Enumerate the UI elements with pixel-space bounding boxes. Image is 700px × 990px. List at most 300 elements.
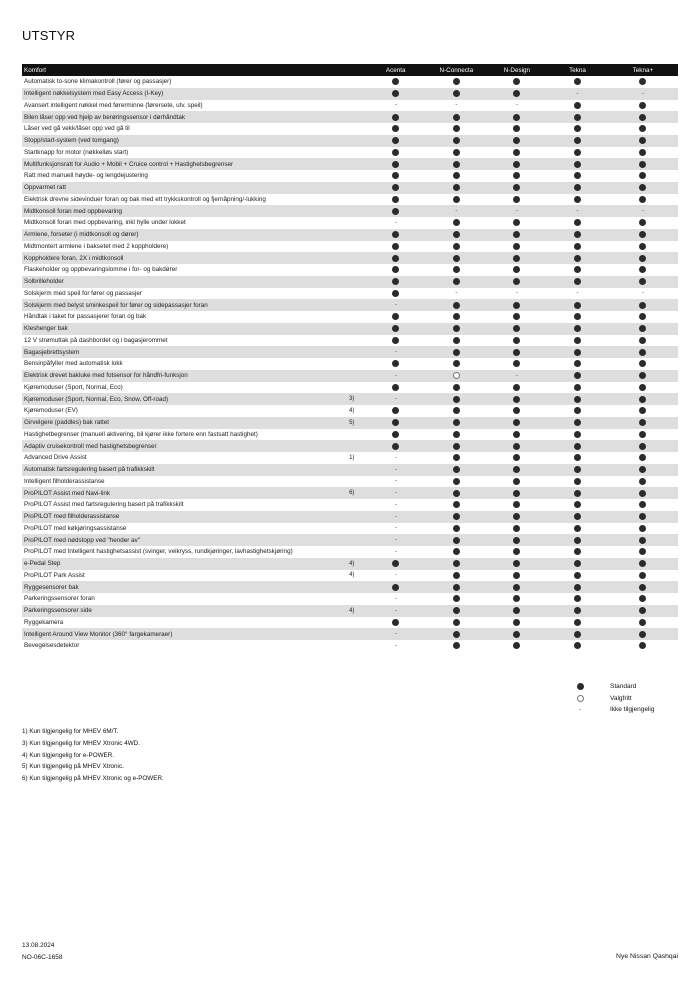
row-availability-cell bbox=[608, 325, 678, 332]
standard-dot-icon bbox=[453, 313, 460, 320]
row-availability-cell bbox=[608, 537, 678, 544]
row-availability-cell bbox=[547, 466, 608, 473]
row-feature-name: Avansert intelligent nøkkel med førerminne (førersete, utv. speil) bbox=[24, 101, 203, 109]
standard-dot-icon bbox=[574, 219, 581, 226]
row-availability-cell bbox=[426, 337, 487, 344]
row-availability-cell bbox=[426, 137, 487, 144]
row-availability-cell bbox=[487, 407, 548, 414]
table-header bbox=[22, 64, 678, 76]
standard-dot-icon bbox=[639, 501, 646, 508]
standard-dot-icon bbox=[639, 149, 646, 156]
standard-dot-icon bbox=[453, 125, 460, 132]
row-availability-cell bbox=[487, 454, 548, 461]
standard-dot-icon bbox=[639, 443, 646, 450]
standard-dot-icon bbox=[639, 513, 646, 520]
footnotes bbox=[22, 728, 164, 787]
unavailable-dash: - bbox=[394, 537, 397, 544]
row-availability-cell bbox=[547, 642, 608, 649]
standard-dot-icon bbox=[453, 184, 460, 191]
standard-dot-icon bbox=[453, 302, 460, 309]
row-availability-cell bbox=[426, 490, 487, 497]
standard-dot-icon bbox=[453, 548, 460, 555]
standard-dot-icon bbox=[574, 490, 581, 497]
row-availability-cell bbox=[547, 454, 608, 461]
unavailable-dash: - bbox=[515, 208, 518, 215]
standard-dot-icon bbox=[574, 431, 581, 438]
row-availability-cell bbox=[547, 560, 608, 567]
row-feature-name: Intelligent filholderassistanse bbox=[24, 477, 105, 485]
table-row bbox=[22, 111, 678, 123]
standard-dot-icon bbox=[574, 243, 581, 250]
standard-dot-icon bbox=[574, 619, 581, 626]
row-availability-cell bbox=[487, 184, 548, 191]
standard-dot-icon bbox=[392, 337, 399, 344]
row-availability-cell bbox=[426, 525, 487, 532]
row-feature-name: Midtkonsoll foran med oppbevaring bbox=[24, 207, 123, 215]
standard-dot-icon bbox=[639, 243, 646, 250]
standard-dot-icon bbox=[453, 619, 460, 626]
standard-dot-icon bbox=[513, 607, 520, 614]
row-feature-name: Kjøremoduser (Sport, Normal, Eco) bbox=[24, 383, 123, 391]
row-availability-cell bbox=[547, 619, 608, 626]
row-availability-cell bbox=[365, 407, 426, 414]
optional-circle-icon bbox=[577, 695, 584, 702]
row-availability-cell bbox=[426, 431, 487, 438]
page-title: UTSTYR bbox=[22, 28, 76, 43]
row-availability-cell bbox=[547, 196, 608, 203]
row-availability-cell bbox=[426, 595, 487, 602]
row-availability-cell bbox=[487, 125, 548, 132]
row-availability-cell bbox=[426, 537, 487, 544]
row-feature-name: Oppvarmet ratt bbox=[24, 184, 66, 192]
table-row bbox=[22, 617, 678, 629]
standard-dot-icon bbox=[574, 172, 581, 179]
table-row bbox=[22, 558, 678, 570]
standard-dot-icon bbox=[392, 407, 399, 414]
standard-dot-icon bbox=[513, 137, 520, 144]
table-row bbox=[22, 205, 678, 217]
unavailable-dash: - bbox=[394, 102, 397, 109]
row-availability-cell bbox=[487, 114, 548, 121]
row-availability-cell bbox=[365, 373, 426, 379]
row-availability-cell bbox=[547, 537, 608, 544]
row-feature-name: Bevegelsesdetektor bbox=[24, 642, 80, 650]
row-availability-cell bbox=[547, 290, 608, 296]
standard-dot-icon bbox=[513, 255, 520, 262]
row-availability-cell bbox=[547, 337, 608, 344]
standard-dot-icon bbox=[639, 454, 646, 461]
row-availability-cell bbox=[426, 278, 487, 285]
row-availability-cell bbox=[487, 548, 548, 555]
row-availability-cell bbox=[608, 290, 678, 296]
row-availability-cell bbox=[547, 243, 608, 250]
standard-dot-icon bbox=[453, 137, 460, 144]
row-availability-cell bbox=[365, 161, 426, 168]
standard-dot-icon bbox=[392, 266, 399, 273]
standard-dot-icon bbox=[639, 584, 646, 591]
header-category: Komfort bbox=[24, 66, 47, 74]
row-availability-cell bbox=[547, 313, 608, 320]
standard-dot-icon bbox=[574, 313, 581, 320]
row-availability-cell bbox=[547, 631, 608, 638]
standard-dot-icon bbox=[639, 631, 646, 638]
standard-dot-icon bbox=[513, 642, 520, 649]
standard-dot-icon bbox=[453, 407, 460, 414]
standard-dot-icon bbox=[513, 572, 520, 579]
row-availability-cell bbox=[487, 102, 548, 108]
row-availability-cell bbox=[547, 137, 608, 144]
row-availability-cell bbox=[426, 360, 487, 367]
standard-dot-icon bbox=[513, 325, 520, 332]
unavailable-dash: - bbox=[394, 513, 397, 520]
optional-circle-icon bbox=[453, 372, 460, 379]
table-row bbox=[22, 264, 678, 276]
table-row bbox=[22, 370, 678, 382]
standard-dot-icon bbox=[513, 90, 520, 97]
row-availability-cell bbox=[365, 537, 426, 543]
row-availability-cell bbox=[608, 302, 678, 309]
table-row bbox=[22, 88, 678, 100]
unavailable-dash: - bbox=[394, 572, 397, 579]
row-availability-cell bbox=[426, 161, 487, 168]
standard-dot-icon bbox=[453, 90, 460, 97]
row-availability-cell bbox=[426, 631, 487, 638]
row-feature-name: Startknapp for motor (nøkkelløs start) bbox=[24, 148, 129, 156]
standard-dot-icon bbox=[639, 325, 646, 332]
row-availability-cell bbox=[365, 196, 426, 203]
standard-dot-icon bbox=[453, 337, 460, 344]
table-row bbox=[22, 429, 678, 441]
unavailable-dash: - bbox=[641, 90, 644, 97]
row-availability-cell bbox=[487, 360, 548, 367]
standard-dot-icon bbox=[574, 537, 581, 544]
row-availability-cell bbox=[487, 443, 548, 450]
standard-dot-icon bbox=[639, 572, 646, 579]
row-availability-cell bbox=[365, 125, 426, 132]
row-availability-cell bbox=[426, 478, 487, 485]
table-row bbox=[22, 123, 678, 135]
row-availability-cell bbox=[365, 467, 426, 473]
standard-dot-icon bbox=[513, 619, 520, 626]
row-availability-cell bbox=[487, 137, 548, 144]
unavailable-dash: - bbox=[394, 631, 397, 638]
standard-dot-icon bbox=[513, 302, 520, 309]
row-availability-cell bbox=[365, 478, 426, 484]
standard-dot-icon bbox=[513, 466, 520, 473]
standard-dot-icon bbox=[639, 125, 646, 132]
standard-dot-icon bbox=[513, 631, 520, 638]
table-row bbox=[22, 464, 678, 476]
standard-dot-icon bbox=[574, 125, 581, 132]
standard-dot-icon bbox=[639, 619, 646, 626]
row-availability-cell bbox=[365, 419, 426, 426]
row-feature-name: Advanced Drive Assist bbox=[24, 454, 87, 462]
standard-dot-icon bbox=[639, 478, 646, 485]
standard-dot-icon bbox=[639, 642, 646, 649]
standard-dot-icon bbox=[513, 337, 520, 344]
row-availability-cell bbox=[426, 513, 487, 520]
row-availability-cell bbox=[547, 172, 608, 179]
unavailable-dash: - bbox=[515, 290, 518, 297]
row-availability-cell bbox=[487, 313, 548, 320]
row-availability-cell bbox=[365, 137, 426, 144]
row-availability-cell bbox=[608, 584, 678, 591]
row-availability-cell bbox=[426, 255, 487, 262]
standard-dot-icon bbox=[392, 360, 399, 367]
row-availability-cell bbox=[487, 78, 548, 85]
standard-dot-icon bbox=[574, 501, 581, 508]
table-row bbox=[22, 217, 678, 229]
row-availability-cell bbox=[487, 243, 548, 250]
standard-dot-icon bbox=[574, 278, 581, 285]
standard-dot-icon bbox=[392, 78, 399, 85]
row-availability-cell bbox=[365, 502, 426, 508]
row-availability-cell bbox=[487, 631, 548, 638]
row-availability-cell bbox=[426, 313, 487, 320]
row-availability-cell bbox=[426, 90, 487, 97]
standard-dot-icon bbox=[453, 161, 460, 168]
footnote: 3) Kun tilgjengelig for MHEV Xtronic 4WD. bbox=[22, 739, 140, 747]
row-availability-cell bbox=[365, 608, 426, 614]
standard-dot-icon bbox=[453, 537, 460, 544]
unavailable-dash: - bbox=[515, 102, 518, 109]
row-availability-cell bbox=[426, 243, 487, 250]
unavailable-dash: - bbox=[579, 706, 581, 713]
row-feature-name: Intelligent nøkkelsystem med Easy Access (I-Key) bbox=[24, 90, 164, 98]
row-availability-cell bbox=[547, 548, 608, 555]
table-row bbox=[22, 546, 678, 558]
row-availability-cell bbox=[608, 78, 678, 85]
row-availability-cell bbox=[426, 149, 487, 156]
row-availability-cell bbox=[608, 172, 678, 179]
row-availability-cell bbox=[365, 337, 426, 344]
row-availability-cell bbox=[547, 149, 608, 156]
row-feature-name: Parkeringssensorer foran bbox=[24, 595, 95, 603]
row-availability-cell bbox=[365, 184, 426, 191]
row-availability-cell bbox=[426, 290, 487, 296]
row-availability-cell bbox=[426, 372, 487, 379]
standard-dot-icon bbox=[392, 584, 399, 591]
row-availability-cell bbox=[487, 302, 548, 309]
row-availability-cell bbox=[547, 219, 608, 226]
row-availability-cell bbox=[608, 349, 678, 356]
row-availability-cell bbox=[608, 196, 678, 203]
standard-dot-icon bbox=[453, 478, 460, 485]
standard-dot-icon bbox=[513, 454, 520, 461]
standard-dot-icon bbox=[513, 478, 520, 485]
standard-dot-icon bbox=[392, 90, 399, 97]
row-availability-cell bbox=[608, 208, 678, 214]
row-availability-cell bbox=[487, 266, 548, 273]
standard-dot-icon bbox=[392, 137, 399, 144]
row-feature-name: Armlene, forseter (i midtkonsoll og dører) bbox=[24, 231, 139, 239]
table-row bbox=[22, 476, 678, 488]
standard-dot-icon bbox=[574, 78, 581, 85]
table-row bbox=[22, 405, 678, 417]
standard-dot-icon bbox=[513, 349, 520, 356]
standard-dot-icon bbox=[453, 443, 460, 450]
row-availability-cell bbox=[547, 184, 608, 191]
row-availability-cell bbox=[608, 560, 678, 567]
standard-dot-icon bbox=[513, 537, 520, 544]
standard-dot-icon bbox=[453, 431, 460, 438]
header-trim-n-design: N-Design bbox=[503, 66, 531, 74]
standard-dot-icon bbox=[639, 419, 646, 426]
standard-dot-icon bbox=[513, 149, 520, 156]
row-availability-cell bbox=[547, 102, 608, 109]
standard-dot-icon bbox=[513, 490, 520, 497]
row-availability-cell bbox=[608, 642, 678, 649]
row-availability-cell bbox=[365, 549, 426, 555]
row-availability-cell bbox=[547, 255, 608, 262]
row-availability-cell bbox=[608, 137, 678, 144]
standard-dot-icon bbox=[639, 560, 646, 567]
standard-dot-icon bbox=[577, 683, 584, 690]
standard-dot-icon bbox=[392, 384, 399, 391]
standard-dot-icon bbox=[453, 384, 460, 391]
row-availability-cell bbox=[426, 642, 487, 649]
standard-dot-icon bbox=[639, 490, 646, 497]
header-trim-tekna: Tekna bbox=[569, 66, 586, 74]
row-availability-cell bbox=[365, 231, 426, 238]
table-row bbox=[22, 393, 678, 405]
row-feature-name: 12 V strømuttak på dashbordet og i bagasjerommet bbox=[24, 336, 168, 344]
standard-dot-icon bbox=[513, 513, 520, 520]
row-availability-cell bbox=[487, 525, 548, 532]
row-availability-cell bbox=[365, 149, 426, 156]
row-footnote-ref: 4) bbox=[349, 407, 355, 414]
row-availability-cell bbox=[487, 384, 548, 391]
row-feature-name: Koppholdere foran, 2X i midtkonsoll bbox=[24, 254, 124, 262]
row-availability-cell bbox=[608, 478, 678, 485]
table-row bbox=[22, 417, 678, 429]
row-availability-cell bbox=[608, 513, 678, 520]
row-availability-cell bbox=[487, 149, 548, 156]
standard-dot-icon bbox=[513, 114, 520, 121]
standard-dot-icon bbox=[639, 278, 646, 285]
standard-dot-icon bbox=[392, 278, 399, 285]
row-footnote-ref: 4) bbox=[349, 560, 355, 567]
row-availability-cell bbox=[365, 384, 426, 391]
row-availability-cell bbox=[426, 325, 487, 332]
row-feature-name: Automatisk fartsregulering basert på trafikkskilt bbox=[24, 466, 155, 474]
row-availability-cell bbox=[426, 572, 487, 579]
unavailable-dash: - bbox=[394, 490, 397, 497]
row-availability-cell bbox=[487, 219, 548, 226]
row-availability-cell bbox=[365, 360, 426, 367]
row-availability-cell bbox=[426, 102, 487, 108]
table-row bbox=[22, 570, 678, 582]
row-availability-cell bbox=[547, 78, 608, 85]
unavailable-dash: - bbox=[394, 396, 397, 403]
row-availability-cell bbox=[547, 607, 608, 614]
row-availability-cell bbox=[487, 90, 548, 97]
row-availability-cell bbox=[608, 595, 678, 602]
standard-dot-icon bbox=[574, 231, 581, 238]
standard-dot-icon bbox=[453, 325, 460, 332]
row-availability-cell bbox=[608, 466, 678, 473]
row-availability-cell bbox=[426, 607, 487, 614]
standard-dot-icon bbox=[453, 360, 460, 367]
row-availability-cell bbox=[608, 490, 678, 497]
row-availability-cell bbox=[608, 255, 678, 262]
standard-dot-icon bbox=[574, 572, 581, 579]
standard-dot-icon bbox=[453, 607, 460, 614]
row-feature-name: Solskjerm med belyst sminkespeil for fører og sidepassasjer foran bbox=[24, 301, 208, 309]
standard-dot-icon bbox=[513, 396, 520, 403]
unavailable-dash: - bbox=[394, 501, 397, 508]
standard-dot-icon bbox=[513, 231, 520, 238]
standard-dot-icon bbox=[574, 631, 581, 638]
row-availability-cell bbox=[608, 266, 678, 273]
unavailable-dash: - bbox=[394, 219, 397, 226]
standard-dot-icon bbox=[453, 513, 460, 520]
row-availability-cell bbox=[365, 102, 426, 108]
unavailable-dash: - bbox=[455, 290, 458, 297]
row-feature-name: Ratt med manuell høyde- og lengdejustering bbox=[24, 172, 148, 180]
row-availability-cell bbox=[426, 349, 487, 356]
row-availability-cell bbox=[426, 125, 487, 132]
standard-dot-icon bbox=[453, 572, 460, 579]
row-availability-cell bbox=[547, 396, 608, 403]
row-availability-cell bbox=[487, 419, 548, 426]
table-row bbox=[22, 523, 678, 535]
row-availability-cell bbox=[426, 454, 487, 461]
row-availability-cell bbox=[547, 407, 608, 414]
row-availability-cell bbox=[487, 172, 548, 179]
unavailable-dash: - bbox=[641, 290, 644, 297]
standard-dot-icon bbox=[453, 466, 460, 473]
table-row bbox=[22, 252, 678, 264]
row-availability-cell bbox=[365, 78, 426, 85]
standard-dot-icon bbox=[639, 172, 646, 179]
standard-dot-icon bbox=[392, 114, 399, 121]
row-availability-cell bbox=[426, 172, 487, 179]
table-row bbox=[22, 452, 678, 464]
row-availability-cell bbox=[365, 302, 426, 308]
header-trim-tekna-plus: Tekna+ bbox=[632, 66, 654, 74]
row-availability-cell bbox=[608, 372, 678, 379]
table-row bbox=[22, 358, 678, 370]
standard-dot-icon bbox=[574, 454, 581, 461]
standard-dot-icon bbox=[453, 631, 460, 638]
row-footnote-ref: 1) bbox=[349, 454, 355, 461]
table-row bbox=[22, 628, 678, 640]
row-footnote-ref: 5) bbox=[349, 419, 355, 426]
row-availability-cell bbox=[608, 114, 678, 121]
row-feature-name: ProPILOT med køkjøringsassistanse bbox=[24, 524, 127, 532]
standard-dot-icon bbox=[574, 372, 581, 379]
row-availability-cell bbox=[608, 149, 678, 156]
unavailable-dash: - bbox=[394, 595, 397, 602]
row-availability-cell bbox=[608, 231, 678, 238]
row-availability-cell bbox=[487, 278, 548, 285]
standard-dot-icon bbox=[453, 396, 460, 403]
table-row bbox=[22, 311, 678, 323]
row-footnote-ref: 4) bbox=[349, 607, 355, 614]
row-availability-cell bbox=[608, 243, 678, 250]
row-feature-name: Kleshenger bak bbox=[24, 325, 68, 333]
standard-dot-icon bbox=[574, 266, 581, 273]
standard-dot-icon bbox=[513, 313, 520, 320]
standard-dot-icon bbox=[574, 255, 581, 262]
row-availability-cell bbox=[426, 231, 487, 238]
standard-dot-icon bbox=[639, 102, 646, 109]
row-availability-cell bbox=[365, 619, 426, 626]
row-availability-cell bbox=[365, 172, 426, 179]
row-availability-cell bbox=[426, 184, 487, 191]
row-availability-cell bbox=[608, 161, 678, 168]
